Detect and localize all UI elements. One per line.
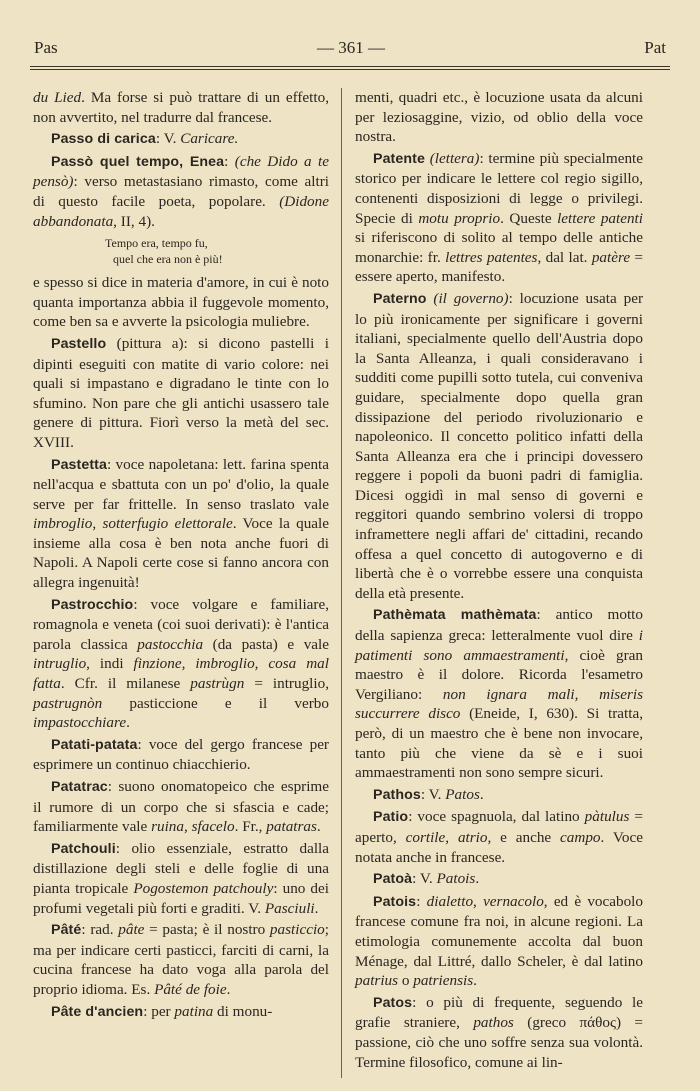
entry-pastetta: Pastetta: voce napoletana: lett. farina spenta nell'acqua e sbattuta con un po' d'olio, la quale serve per far frittelle. In senso traslato vale imbroglio, sotterfugio elettorale. Voce la quale insieme alla cosa è ben nota anche fuori di Napoli. A Napoli certe cose si fanno ancora con allegra ingenuità!	[33, 455, 330, 592]
entry-pate-dancien: Pâte d'ancien: per patina di monu-	[51, 1002, 273, 1020]
verse-line: quel che era non è più!	[113, 252, 223, 267]
column-divider	[341, 88, 342, 1078]
verse-line: Tempo era, tempo fu,	[105, 236, 208, 251]
entry-patoa: Patoà: V. Patois.	[373, 870, 480, 888]
headword-qualifier: (il governo)	[433, 289, 509, 307]
headword: Patente	[373, 150, 425, 167]
headword: Patoà	[373, 871, 413, 888]
entry-patente: Patente (lettera): termine più specialmente storico per indicare le lettere col regio sigillo, contenenti disposizioni di legge o privilegi. Specie di motu proprio. Queste lettere patenti si riferiscono di solito al tempo delle antiche monarchie: fr. lettres patentes, dal lat. patère = essere aperto, manifesto.	[355, 149, 643, 286]
headword: Patio	[373, 809, 409, 826]
entry-patati-patata: Patati-patata: voce del gergo francese per esprimere un continuo chiacchierio.	[33, 735, 329, 774]
right-column	[355, 88, 643, 1074]
headword: Pastrocchio	[51, 596, 134, 613]
headword: Patos	[373, 994, 413, 1011]
entry-pathos: Pathos: V. Patos.	[373, 785, 484, 803]
headword: Patchouli	[51, 840, 116, 857]
entry-patos: Patos: o più di frequente, seguendo le grafie straniere, pathos (greco πάθος) = passione, ciò che uno soffre senza sua volontà. Termine filosofico, comune ai lin-	[355, 993, 643, 1071]
headword: Pâté	[51, 922, 82, 939]
entry-pastrocchio: Pastrocchio: voce volgare e familiare, romagnola e veneta (coi suoi derivati): è l'antica parola classica pastocchia (da pasta) e vale intruglio, indi finzione, imbroglio, cosa mal fatta. Cfr. il milanese pastrùgn = intruglio, pastrugnòn pasticcione e il verbo impastocchiare.	[33, 595, 329, 732]
header-left-guide-word: Pas	[34, 38, 58, 57]
entry-continuation: du Lied. Ma forse si può trattare di un effetto, non avvertito, nel tradurre dal francese.	[33, 89, 329, 126]
headword: Paterno	[373, 290, 427, 307]
headword-qualifier: (lettera)	[429, 149, 480, 167]
entry-pathemata-mathemata: Pathèmata mathèmata: antico motto della sapienza greca: letteralmente vuol dire i patimenti sono ammaestramenti, cioè gran maestro è il dolore. Ricorda l'esametro Vergiliano: non ignara mali, miseris succurrere disco (Eneide, I, 630). Si tratta, però, di un maestro che è bene non invocare, tanto più che viene da sè e i suoi ammaestramenti non sono sempre sicuri.	[355, 606, 643, 782]
left-column	[33, 88, 329, 1024]
header-right-guide-word: Pat	[644, 38, 666, 57]
entry-pate: Pâté: rad. pâte = pasta; è il nostro pasticcio; ma per indicare certi pasticci, farciti di carni, la cucina francese ha dato voga alla parola del proprio idioma. Es. Pâté de foie.	[33, 921, 329, 998]
running-header	[34, 38, 666, 60]
headword: Passo di carica	[51, 131, 156, 148]
headword: Pastetta	[51, 456, 107, 473]
headword: Pathèmata mathèmata	[373, 607, 537, 624]
entry-patois: Patois: dialetto, vernacolo, ed è vocabolo francese comune fra noi, in alcune regioni. La etimologia comunemente accolta dal buon Ménage, dal Littré, dallo Scheler, è dal latino patrius o patriensis.	[355, 892, 643, 990]
headword: Passò quel tempo, Enea	[51, 153, 225, 170]
entry-passo-di-carica: Passo di carica: V. Caricare.	[51, 130, 239, 148]
entry-pastello: Pastello (pittura a): si dicono pastelli i dipinti eseguiti con matite di vario colore: nei quali si impastano e digradano le tinte con lo sfumino. Non pare che gli antichi usassero tale genere di pittura. Fiorì verso la metà del sec. XVIII.	[33, 334, 329, 451]
headword: Patati-patata	[51, 736, 138, 753]
entry-passo-quel-tempo: Passò quel tempo, Enea: (che Dido a te pensò): verso metastasiano rimasto, come altri di questo facile poeta, popolare. (Didone abbandonata, II, 4).	[33, 152, 329, 230]
entry-passo-quel-tempo-cont: e spesso si dice in materia d'amore, in cui è noto quanta importanza abbia il fuggevole momento, come ben sa e avverte la psicologia muliebre.	[33, 274, 329, 331]
headword: Pâte d'ancien	[51, 1003, 144, 1020]
headword: Patatrac	[51, 779, 108, 795]
header-rule	[30, 66, 670, 67]
entry-patchouli: Patchouli: olio essenziale, estratto dalla distillazione degli steli e delle foglie di una pianta tropicale Pogostemon patchouly: uno dei profumi vegetali più forti e graditi. V. Pasciuli.	[33, 839, 329, 917]
entry-patio: Patio: voce spagnuola, dal latino pàtulus = aperto, cortile, atrio, e anche campo. Voce notata anche in francese.	[355, 808, 644, 866]
entry-continuation: menti, quadri etc., è locuzione usata da alcuni per leziosaggine, vizio, od oblio della voce nostra.	[355, 89, 643, 146]
entry-paterno: Paterno (il governo): locuzione usata per lo più ironicamente per significare i governi italiani, specialmente quello dell'Austria dopo la Santa Alleanza, i quali consideravano i sudditi come pupilli sotto tutela, cui conveniva guidare, specialmente dopo quella gran dissipazione del periodo rivoluzionario e napoleonico. Il concetto politico infatti della Santa Alleanza era che i principi dovessero reggere i popoli da buoni padri di famiglia. Dicesi oggidì in mal senso di governi e reggitori quando sembrino volersi di troppo inframettere negli affari de' cittadini, recando offesa a quel concetto di autogoverno e di libertà che è o vorrebbe essere una conquista della età presente.	[355, 289, 644, 602]
entry-patatrac: Patatrac: suono onomatopeico che esprime il rumore di un corpo che si sfascia e cade; familiarmente vale ruina, sfacelo. Fr., patatras.	[33, 778, 329, 836]
headword: Pastello	[51, 335, 107, 352]
verse-quote	[33, 235, 329, 267]
headword: Pathos	[373, 786, 421, 803]
page-number: — 361 —	[316, 38, 385, 57]
headword: Patois	[373, 893, 417, 910]
header-rule-thin	[30, 69, 670, 70]
